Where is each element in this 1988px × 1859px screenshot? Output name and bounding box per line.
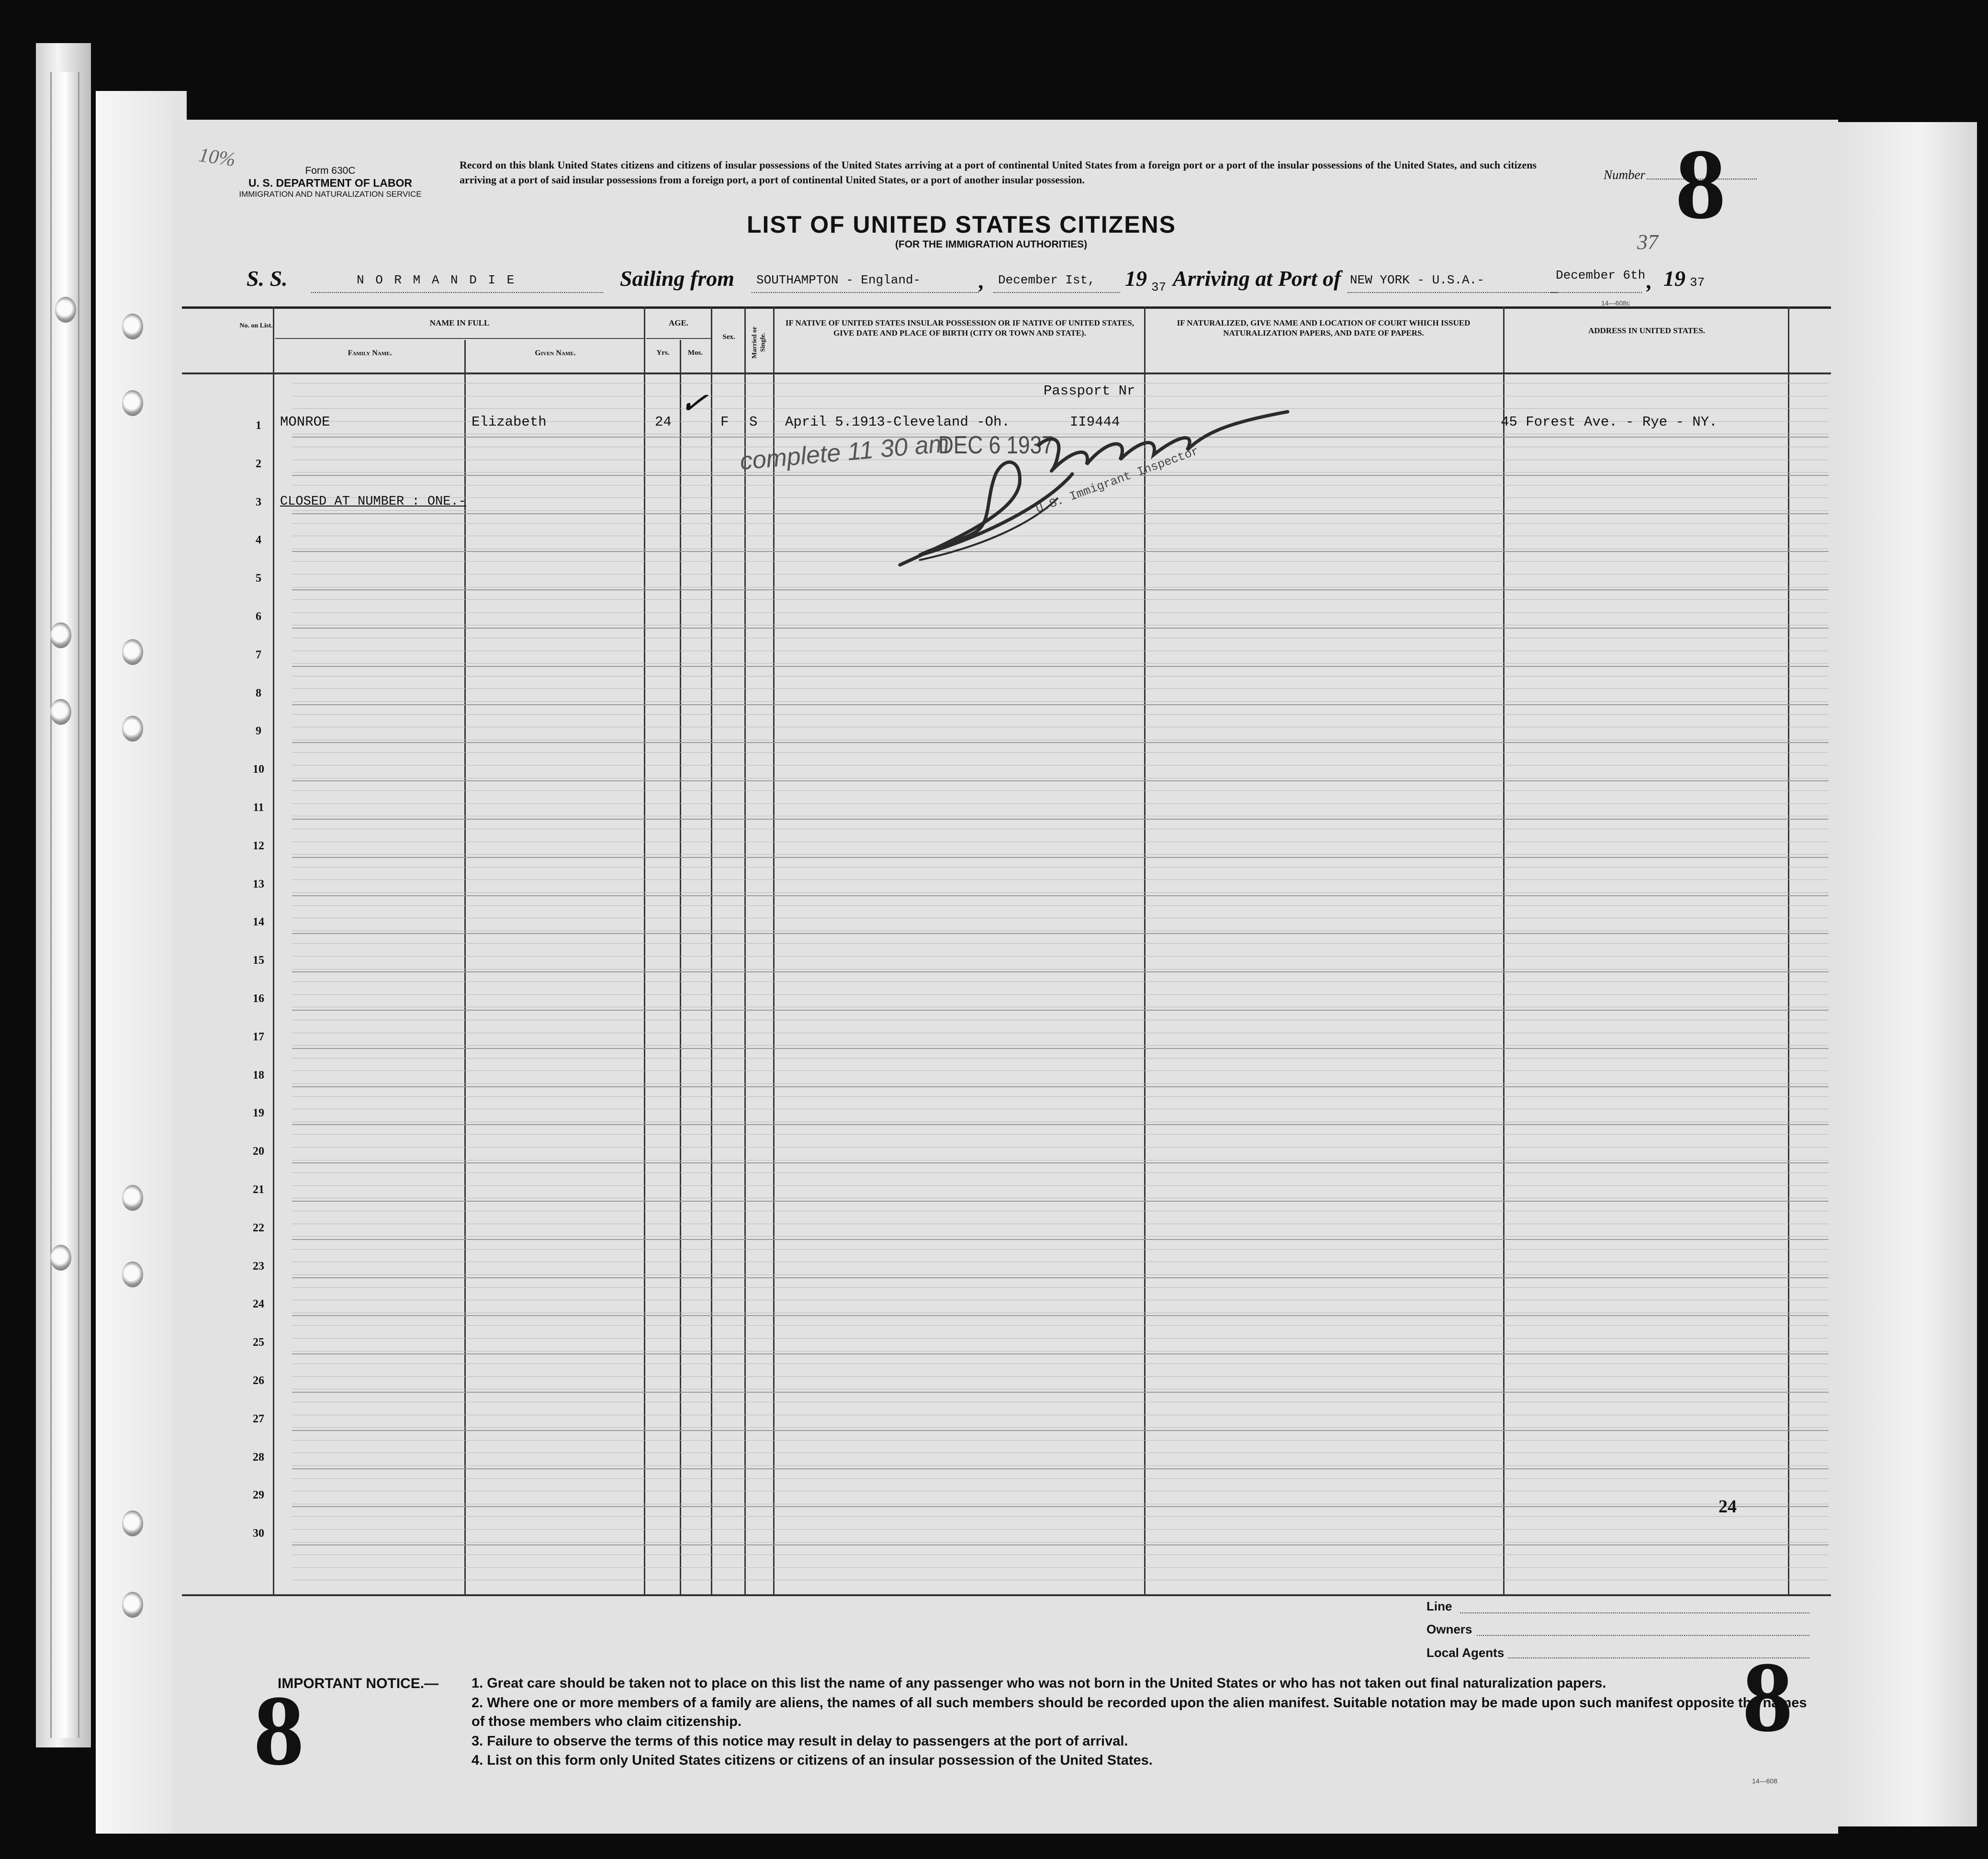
punch-hole bbox=[122, 314, 143, 339]
row-number: 18 bbox=[253, 1069, 264, 1082]
row-line bbox=[292, 1239, 1829, 1240]
passport-number: II9444 bbox=[1070, 414, 1120, 430]
ruled-line bbox=[292, 879, 1829, 880]
ruled-line bbox=[292, 765, 1829, 766]
ruled-line bbox=[292, 1529, 1829, 1530]
arrival-date-fill-line bbox=[1551, 292, 1642, 293]
ruled-line bbox=[292, 1516, 1829, 1517]
column-divider bbox=[680, 340, 681, 1594]
owners-fill-line bbox=[1477, 1635, 1809, 1636]
form-sheet bbox=[172, 120, 1838, 1834]
notice-item: 3. Failure to observe the terms of this notice may result in delay to passengers at the port of arrival. bbox=[472, 1734, 1128, 1749]
date-fill-line bbox=[993, 292, 1120, 293]
arriving-label: Arriving at Port of bbox=[1173, 266, 1341, 291]
column-divider bbox=[273, 306, 274, 1594]
punch-hole bbox=[122, 1510, 143, 1536]
arrival-port-fill-line bbox=[1348, 292, 1558, 293]
punch-hole bbox=[122, 1262, 143, 1287]
row-number: 19 bbox=[253, 1107, 264, 1119]
notice-item: 2. Where one or more members of a family are aliens, the names of all such members should be recorded upon the alien manifest. Suitable notation may be made upon such manifest opposite the names of those members who claim citizenship. bbox=[472, 1695, 1807, 1730]
row-line bbox=[292, 819, 1829, 820]
ruled-line bbox=[292, 1567, 1829, 1568]
row-number: 30 bbox=[253, 1527, 264, 1540]
header-name-in-full: NAME IN FULL bbox=[429, 318, 490, 327]
ruled-line bbox=[292, 1083, 1829, 1084]
ruled-line bbox=[292, 1351, 1829, 1352]
ruled-line bbox=[292, 1070, 1829, 1071]
row-number: 27 bbox=[253, 1413, 264, 1425]
ruled-line bbox=[292, 981, 1829, 982]
row-line bbox=[292, 1048, 1829, 1049]
row-number: 17 bbox=[253, 1031, 264, 1043]
row-number: 25 bbox=[253, 1336, 264, 1349]
departure-port: SOUTHAMPTON - England- bbox=[756, 273, 921, 287]
row-line bbox=[292, 1124, 1829, 1125]
row-line bbox=[292, 895, 1829, 896]
row-number: 23 bbox=[253, 1260, 264, 1273]
sailing-label: Sailing from bbox=[620, 266, 735, 291]
notice-item: 1. Great care should be taken not to place on this list the name of any passenger who was not born in the United States or who has not taken out final naturalization papers. bbox=[472, 1676, 1606, 1691]
punch-hole bbox=[122, 1185, 143, 1211]
closed-at-note: CLOSED AT NUMBER : ONE.- bbox=[280, 495, 466, 509]
form-instructions: Record on this blank United States citizens and citizens of insular possessions of the United States arriving at a port of continental United States from a foreign port or a port of the insular possessions of the United States, and such citizens arriving at a port of said insular possessions from a foreign port, a port of continental United States, or a port of another insular possession. bbox=[460, 159, 1537, 186]
age-years-cell: 24 bbox=[655, 414, 672, 430]
row-line bbox=[292, 933, 1829, 934]
row-number: 4 bbox=[256, 534, 261, 546]
ruled-line bbox=[292, 1440, 1829, 1441]
comma: , bbox=[979, 269, 985, 293]
ruled-line bbox=[292, 599, 1829, 600]
row-number: 7 bbox=[256, 649, 261, 661]
row-line bbox=[292, 666, 1829, 667]
row-number: 11 bbox=[253, 801, 264, 814]
margin-note: 10% bbox=[197, 144, 237, 171]
row-line bbox=[292, 1201, 1829, 1202]
row-line bbox=[292, 1162, 1829, 1163]
port-fill-line bbox=[752, 292, 979, 293]
punch-hole bbox=[55, 297, 76, 323]
sailing-year: 37 bbox=[1151, 280, 1167, 294]
header-number: No. on List. bbox=[239, 322, 273, 329]
ship-fill-line bbox=[311, 292, 603, 293]
column-divider bbox=[644, 306, 645, 1594]
row-line bbox=[292, 1353, 1829, 1354]
row-number: 29 bbox=[253, 1489, 264, 1501]
row-number: 28 bbox=[253, 1451, 264, 1464]
local-agents-label: Local Agents bbox=[1426, 1645, 1505, 1660]
inspector-title: U.S. Immigrant Inspector bbox=[1034, 444, 1201, 517]
ruled-line bbox=[292, 701, 1829, 702]
ship-name: N O R M A N D I E bbox=[357, 273, 517, 287]
arrival-year: 37 bbox=[1690, 275, 1705, 290]
handwritten-complete-note: complete 11 30 am bbox=[739, 429, 951, 475]
ruled-line bbox=[292, 612, 1829, 613]
ruled-line bbox=[292, 1287, 1829, 1288]
column-divider bbox=[744, 306, 746, 1594]
given-name-cell: Elizabeth bbox=[472, 414, 547, 430]
row-number: 20 bbox=[253, 1145, 264, 1158]
ruled-line bbox=[292, 1478, 1829, 1479]
ruled-line bbox=[292, 790, 1829, 791]
arrival-year-prefix: 19 bbox=[1663, 266, 1685, 291]
table-top-rule bbox=[182, 306, 1831, 309]
punch-hole bbox=[50, 699, 71, 725]
ruled-line bbox=[292, 1236, 1829, 1237]
ruled-line bbox=[292, 1542, 1829, 1543]
column-divider bbox=[464, 340, 466, 1594]
ruled-line bbox=[292, 905, 1829, 906]
ruled-line bbox=[292, 1045, 1829, 1046]
form-identifier bbox=[230, 165, 431, 199]
marital-status-cell: S bbox=[749, 414, 758, 430]
row-number: 13 bbox=[253, 878, 264, 890]
ruled-line bbox=[292, 854, 1829, 855]
ruled-line bbox=[292, 752, 1829, 753]
row-number: 2 bbox=[256, 458, 261, 470]
family-name-cell: MONROE bbox=[280, 414, 330, 430]
column-divider bbox=[773, 306, 775, 1594]
footer-number-left: 8 bbox=[254, 1675, 304, 1786]
comma: , bbox=[1647, 269, 1652, 293]
notice-item: 4. List on this form only United States citizens or citizens of an insular possession of the United States. bbox=[472, 1753, 1153, 1768]
row-line bbox=[292, 704, 1829, 705]
owners-label: Owners bbox=[1426, 1622, 1472, 1636]
sex-cell: F bbox=[720, 414, 729, 430]
header-married-single: Married or Single. bbox=[751, 326, 767, 359]
header-given-name: Given Name. bbox=[535, 349, 576, 357]
punch-hole bbox=[50, 622, 71, 648]
year-annotation: 37 bbox=[1637, 230, 1658, 254]
header-address: ADDRESS IN UNITED STATES. bbox=[1588, 326, 1706, 335]
ruled-line bbox=[292, 1172, 1829, 1173]
page-title: LIST OF UNITED STATES CITIZENS bbox=[747, 211, 1177, 238]
row-line bbox=[292, 1544, 1829, 1545]
punch-hole bbox=[122, 639, 143, 665]
row-line bbox=[292, 1277, 1829, 1278]
row-line bbox=[292, 780, 1829, 781]
ruled-line bbox=[292, 1363, 1829, 1364]
row-number: 8 bbox=[256, 687, 261, 699]
column-divider bbox=[1503, 306, 1505, 1594]
row-number: 1 bbox=[256, 419, 261, 432]
row-number: 24 bbox=[253, 1298, 264, 1310]
table-header-rule bbox=[182, 372, 1831, 374]
row-number: 22 bbox=[253, 1222, 264, 1234]
ruled-line bbox=[292, 1427, 1829, 1428]
punch-hole bbox=[122, 390, 143, 416]
department-name: U. S. DEPARTMENT OF LABOR bbox=[248, 177, 412, 190]
ruled-line bbox=[292, 867, 1829, 868]
sailing-year-prefix: 19 bbox=[1125, 266, 1147, 291]
sailing-date: December Ist, bbox=[998, 273, 1095, 287]
page-number: 24 bbox=[1718, 1497, 1737, 1517]
row-number: 5 bbox=[256, 572, 261, 585]
important-notice-heading: IMPORTANT NOTICE.— bbox=[278, 1676, 439, 1691]
ruled-line bbox=[292, 803, 1829, 804]
name-subhead-rule bbox=[275, 338, 644, 339]
ruled-line bbox=[292, 956, 1829, 957]
line-fill-line bbox=[1460, 1612, 1809, 1613]
row-number: 26 bbox=[253, 1375, 264, 1387]
line-label: Line bbox=[1426, 1599, 1452, 1613]
row-line bbox=[292, 1468, 1829, 1469]
ruled-line bbox=[292, 714, 1829, 715]
ruled-line bbox=[292, 1058, 1829, 1059]
header-years: Yrs. bbox=[656, 349, 670, 357]
ruled-line bbox=[292, 1274, 1829, 1275]
row-number: 12 bbox=[253, 840, 264, 852]
arrival-port: NEW YORK - U.S.A.- bbox=[1350, 273, 1484, 287]
row-line bbox=[292, 971, 1829, 972]
footer-printer-mark: 14—608 bbox=[1752, 1777, 1777, 1785]
form-number: Form 630C bbox=[305, 165, 356, 176]
page-subtitle: (FOR THE IMMIGRATION AUTHORITIES) bbox=[895, 239, 1088, 250]
list-number: 8 bbox=[1675, 129, 1726, 240]
row-line bbox=[292, 1506, 1829, 1507]
ruled-line bbox=[292, 1096, 1829, 1097]
age-subhead-rule bbox=[646, 338, 711, 339]
row-number: 21 bbox=[253, 1183, 264, 1196]
ss-label: S. S. bbox=[247, 266, 288, 291]
birth-cell: April 5.1913-Cleveland -Oh. bbox=[785, 414, 1010, 430]
footer-number-right: 8 bbox=[1742, 1642, 1793, 1753]
header-age: AGE. bbox=[668, 318, 689, 327]
ruled-line bbox=[292, 892, 1829, 893]
row-number: 10 bbox=[253, 763, 264, 776]
row-number: 3 bbox=[256, 496, 261, 508]
row-line bbox=[292, 1430, 1829, 1431]
check-mark: ✓ bbox=[677, 383, 710, 424]
ruled-line bbox=[292, 1338, 1829, 1339]
header-birth: IF NATIVE OF UNITED STATES INSULAR POSSESSION OR IF NATIVE OF UNITED STATES, GIVE DATE AND PLACE OF BIRTH (CITY OR TOWN AND STATE). bbox=[785, 318, 1134, 338]
ruled-line bbox=[292, 1325, 1829, 1326]
row-line bbox=[292, 1086, 1829, 1087]
table-bottom-rule bbox=[182, 1594, 1831, 1596]
punch-hole bbox=[50, 1245, 71, 1271]
backing-page-right bbox=[1833, 122, 1977, 1826]
arrival-date: December 6th bbox=[1556, 268, 1646, 282]
row-number: 9 bbox=[256, 725, 261, 737]
address-cell: 45 Forest Ave. - Rye - NY. bbox=[1501, 414, 1718, 430]
ruled-line bbox=[292, 663, 1829, 664]
row-line bbox=[292, 1010, 1829, 1011]
header-naturalization: IF NATURALIZED, GIVE NAME AND LOCATION OF COURT WHICH ISSUED NATURALIZATION PAPERS, AND DATE OF PAPERS. bbox=[1177, 318, 1471, 338]
row-number: 6 bbox=[256, 610, 261, 623]
punch-hole bbox=[122, 1592, 143, 1618]
ruled-line bbox=[292, 1465, 1829, 1466]
ruled-line bbox=[292, 1147, 1829, 1148]
ruled-line bbox=[292, 994, 1829, 995]
row-number: 16 bbox=[253, 992, 264, 1005]
ruled-line bbox=[292, 1134, 1829, 1135]
column-divider bbox=[1788, 306, 1789, 1594]
row-line bbox=[292, 628, 1829, 629]
ruled-line bbox=[292, 1249, 1829, 1250]
ruled-line bbox=[292, 688, 1829, 689]
row-line bbox=[292, 857, 1829, 858]
row-line bbox=[292, 1392, 1829, 1393]
row-line bbox=[292, 742, 1829, 743]
header-months: Mos. bbox=[687, 349, 703, 357]
row-number: 14 bbox=[253, 916, 264, 928]
number-label: Number bbox=[1604, 168, 1645, 182]
ruled-line bbox=[292, 1185, 1829, 1186]
date-stamp: DEC 6 1937 bbox=[938, 431, 1054, 459]
printer-mark: 14—608c bbox=[1601, 299, 1630, 307]
row-number: 15 bbox=[253, 954, 264, 967]
header-sex: Sex. bbox=[722, 333, 735, 341]
column-divider bbox=[711, 306, 712, 1594]
passport-label: Passport Nr bbox=[1044, 383, 1135, 399]
row-line bbox=[292, 1315, 1829, 1316]
service-name: IMMIGRATION AND NATURALIZATION SERVICE bbox=[239, 189, 422, 199]
header-family-name: Family Name. bbox=[348, 349, 392, 357]
ruled-line bbox=[292, 1376, 1829, 1377]
row-line bbox=[292, 589, 1829, 590]
punch-hole bbox=[122, 716, 143, 742]
ruled-line bbox=[292, 943, 1829, 944]
